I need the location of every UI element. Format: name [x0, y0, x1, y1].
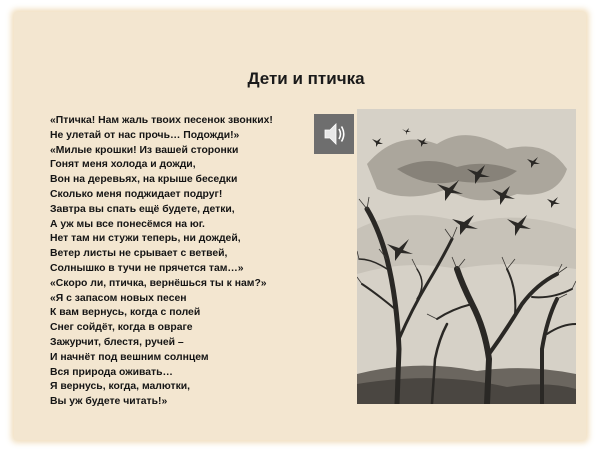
- poem-line: И начнёт под вешним солнцем: [50, 351, 209, 363]
- illustration-birds-trees: [357, 109, 576, 404]
- poem-line: К вам вернусь, когда с полей: [50, 307, 201, 319]
- poem-line: Вон на деревьях, на крыше беседки: [50, 174, 238, 186]
- poem-line: Солнышко в тучи не прячется там…»: [50, 262, 244, 274]
- slide-title: Дети и птичка: [247, 69, 365, 88]
- poem-line: Снег сойдёт, когда в овраге: [50, 322, 193, 334]
- poem-line: Сколько меня поджидает подруг!: [50, 188, 223, 200]
- poem-line: «Я с запасом новых песен: [50, 292, 187, 304]
- speaker-icon: [319, 119, 349, 149]
- poem-line: Нет там ни стужи теперь, ни дождей,: [50, 233, 241, 245]
- poem-line: Ветер листы не срывает с ветвей,: [50, 248, 228, 260]
- poem-line: Вы уж будете читать!»: [50, 396, 168, 408]
- poem-line: Завтра вы спать ещё будете, детки,: [50, 203, 235, 215]
- poem-line: «Птичка! Нам жаль твоих песенок звонких!: [50, 115, 273, 126]
- poem-line: А уж мы все понесёмся на юг.: [50, 218, 205, 230]
- poem-line: «Скоро ли, птичка, вернёшься ты к нам?»: [50, 277, 267, 289]
- poem-line: «Милые крошки! Из вашей сторонки: [50, 144, 239, 156]
- poem-line: Я вернусь, когда, малютки,: [50, 381, 191, 393]
- poem-line: Не улетай от нас прочь… Подожди!»: [50, 129, 240, 141]
- poem-line: Зажурчит, блестя, ручей –: [50, 336, 184, 348]
- poem-line: Гонят меня холода и дожди,: [50, 159, 196, 171]
- sound-button[interactable]: [314, 114, 354, 154]
- poem-text: [50, 114, 310, 410]
- slide: [14, 12, 586, 440]
- poem-line: Вся природа оживать…: [50, 366, 173, 378]
